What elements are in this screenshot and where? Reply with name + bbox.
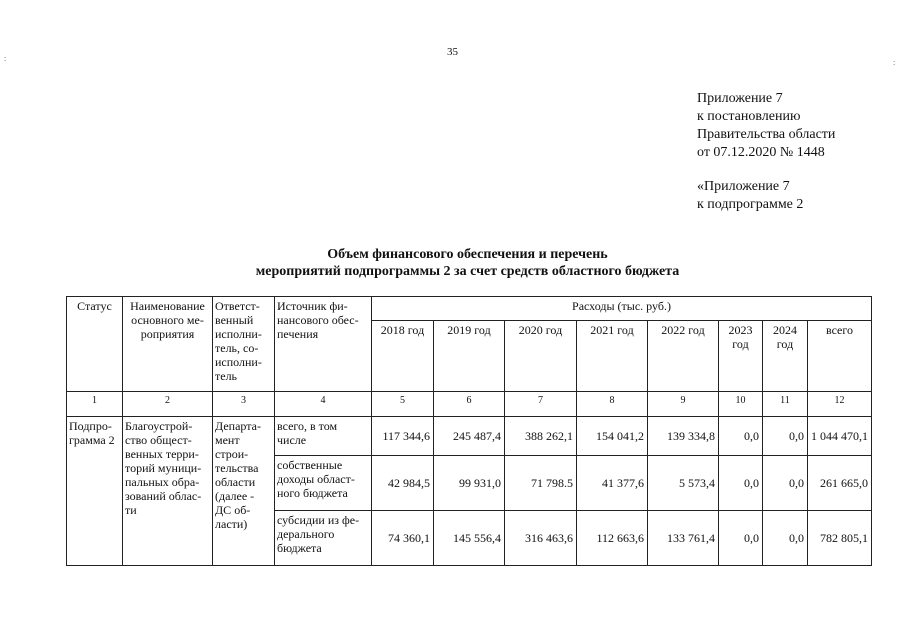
value-cell: 245 487,4 bbox=[434, 417, 505, 456]
appendix-line: Правительства области bbox=[697, 127, 836, 142]
appendix-line: от 07.12.2020 № 1448 bbox=[697, 145, 825, 160]
value-cell: 117 344,6 bbox=[372, 417, 434, 456]
value-cell: 0,0 bbox=[719, 456, 763, 511]
column-number: 6 bbox=[434, 392, 505, 417]
source-cell: субсидии из фе-дерального бюджета bbox=[275, 511, 372, 566]
appendix-line: к постановлению bbox=[697, 109, 801, 124]
header-source: Источник фи-нансового обес-печения bbox=[275, 297, 372, 392]
value-cell: 0,0 bbox=[763, 456, 808, 511]
value-cell: 388 262,1 bbox=[505, 417, 577, 456]
header-year: 2019 год bbox=[434, 320, 505, 391]
header-total: всего bbox=[808, 320, 872, 391]
margin-tick: : bbox=[893, 58, 896, 67]
header-year: 2022 год bbox=[648, 320, 719, 391]
appendix-line: к подпрограмме 2 bbox=[697, 197, 804, 212]
value-cell: 74 360,1 bbox=[372, 511, 434, 566]
column-number: 11 bbox=[763, 392, 808, 417]
appendix-line: Приложение 7 bbox=[697, 91, 783, 106]
value-cell: 41 377,6 bbox=[577, 456, 648, 511]
measure-name-cell: Благоустрой-ство общест-венных терри-торий муници-пальных обра-зований облас-ти bbox=[123, 417, 213, 566]
value-cell: 0,0 bbox=[763, 511, 808, 566]
value-cell: 0,0 bbox=[763, 417, 808, 456]
column-number: 12 bbox=[808, 392, 872, 417]
header-status: Статус bbox=[67, 297, 123, 392]
title-line: Объем финансового обеспечения и перечень bbox=[327, 247, 608, 262]
column-number-row bbox=[67, 392, 872, 417]
subprogram-appendix-block bbox=[697, 178, 803, 214]
column-number: 3 bbox=[213, 392, 275, 417]
responsible-cell: Департа-мент строи-тельства области (далее - ДС об-ласти) bbox=[213, 417, 275, 566]
header-name: Наименование основного ме-роприятия bbox=[123, 297, 213, 392]
value-cell: 0,0 bbox=[719, 511, 763, 566]
title-line: мероприятий подпрограммы 2 за счет средств областного бюджета bbox=[255, 264, 680, 279]
column-number: 9 bbox=[648, 392, 719, 417]
source-cell: собственные доходы област-ного бюджета bbox=[275, 456, 372, 511]
column-number: 1 bbox=[67, 392, 123, 417]
status-cell: Подпро-грамма 2 bbox=[67, 417, 123, 566]
page-number: 35 bbox=[447, 46, 458, 58]
column-number: 5 bbox=[372, 392, 434, 417]
document-title bbox=[0, 246, 905, 280]
header-year: 2020 год bbox=[505, 320, 577, 391]
column-number: 4 bbox=[275, 392, 372, 417]
column-number: 8 bbox=[577, 392, 648, 417]
table-row bbox=[67, 417, 872, 456]
column-number: 10 bbox=[719, 392, 763, 417]
header-responsible: Ответст-венный исполни-тель, со-исполни-тель bbox=[213, 297, 275, 392]
value-cell: 42 984,5 bbox=[372, 456, 434, 511]
value-cell: 0,0 bbox=[719, 417, 763, 456]
header-year: 2024 год bbox=[763, 320, 808, 391]
margin-tick: : bbox=[4, 54, 7, 63]
appendix-line: «Приложение 7 bbox=[697, 179, 790, 194]
appendix-block bbox=[697, 90, 835, 162]
value-cell: 139 334,8 bbox=[648, 417, 719, 456]
total-cell: 782 805,1 bbox=[808, 511, 872, 566]
value-cell: 112 663,6 bbox=[577, 511, 648, 566]
total-cell: 1 044 470,1 bbox=[808, 417, 872, 456]
value-cell: 71 798.5 bbox=[505, 456, 577, 511]
header-year: 2021 год bbox=[577, 320, 648, 391]
header-year: 2018 год bbox=[372, 320, 434, 391]
value-cell: 316 463,6 bbox=[505, 511, 577, 566]
column-number: 2 bbox=[123, 392, 213, 417]
value-cell: 133 761,4 bbox=[648, 511, 719, 566]
value-cell: 5 573,4 bbox=[648, 456, 719, 511]
column-number: 7 bbox=[505, 392, 577, 417]
value-cell: 145 556,4 bbox=[434, 511, 505, 566]
header-expenses: Расходы (тыс. руб.) bbox=[372, 297, 872, 321]
total-cell: 261 665,0 bbox=[808, 456, 872, 511]
financing-table bbox=[66, 296, 872, 566]
value-cell: 99 931,0 bbox=[434, 456, 505, 511]
value-cell: 154 041,2 bbox=[577, 417, 648, 456]
header-year: 2023 год bbox=[719, 320, 763, 391]
source-cell: всего, в том числе bbox=[275, 417, 372, 456]
